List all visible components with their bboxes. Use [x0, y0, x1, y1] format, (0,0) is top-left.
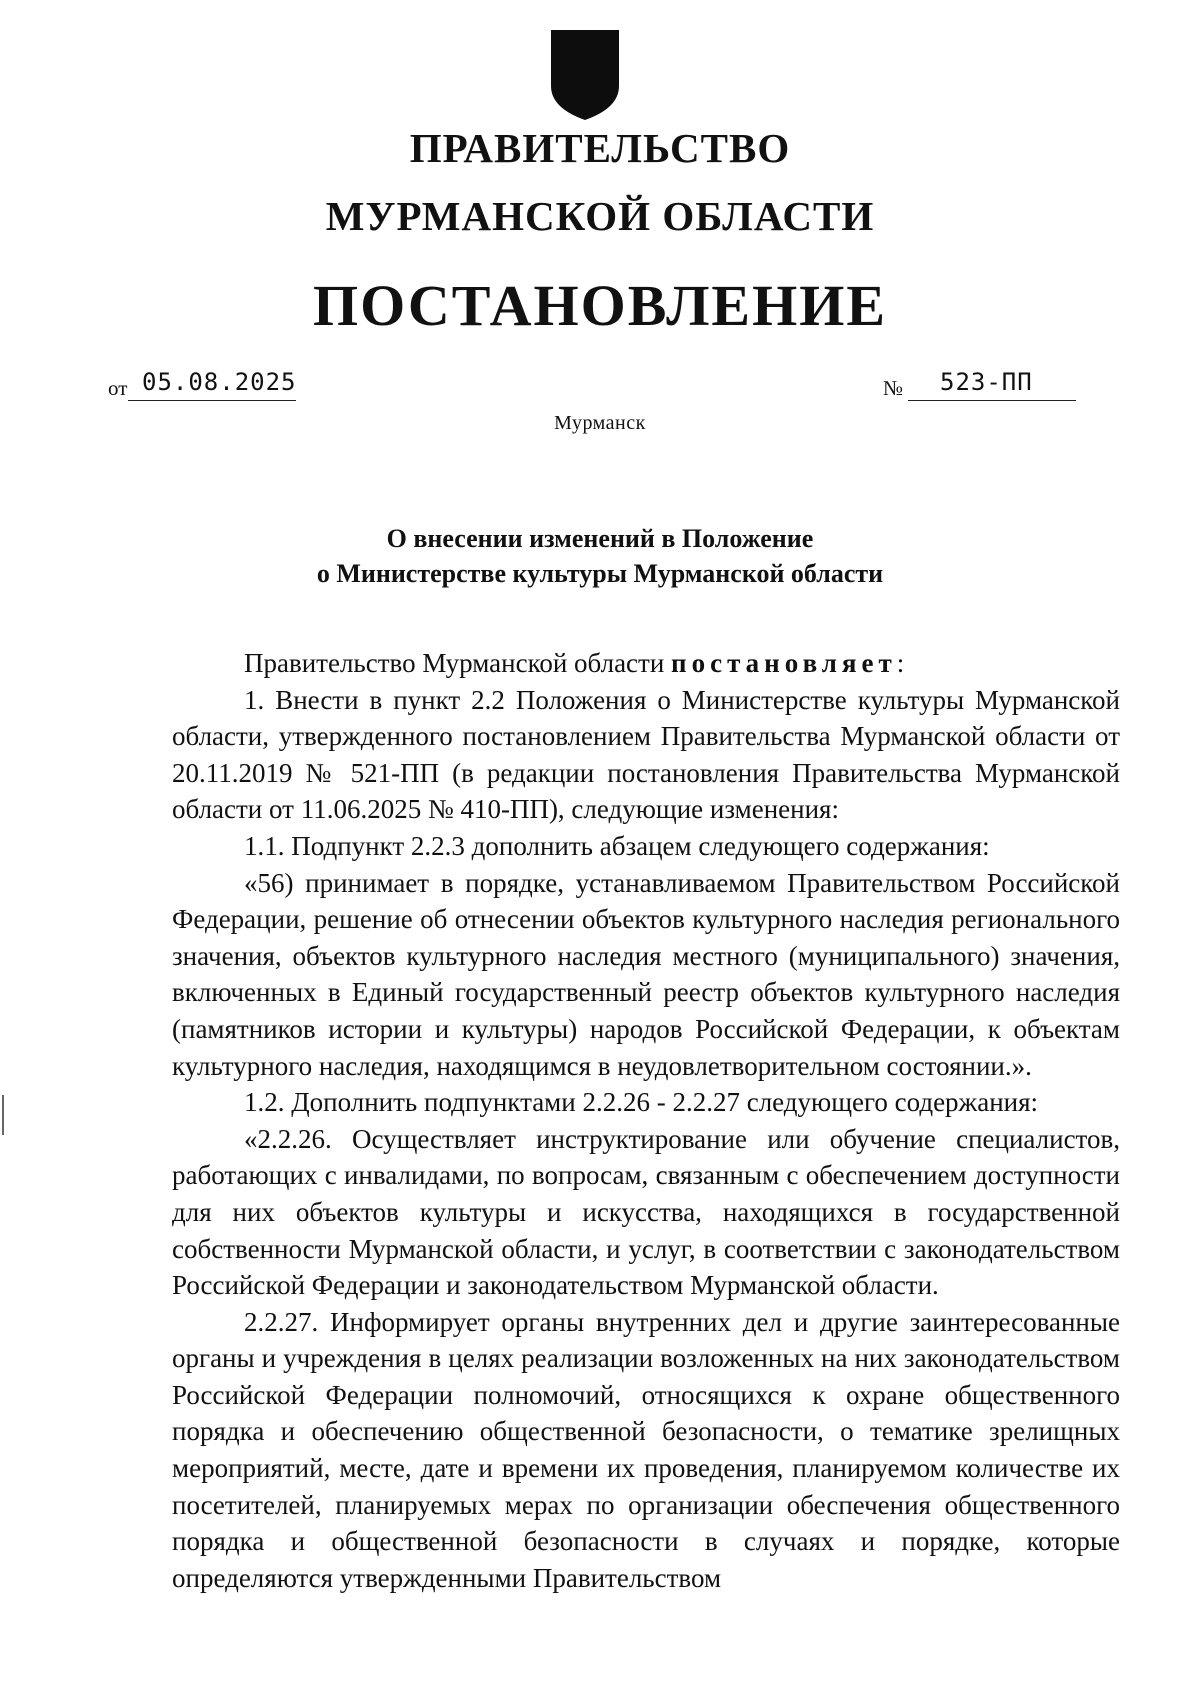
scan-margin-mark [2, 1095, 4, 1135]
intro-resolves: постановляет [671, 648, 897, 678]
date-label: от [108, 376, 128, 400]
subject-line2: о Министерстве культуры Мурманской области [316, 559, 884, 588]
document-date: 05.08.2025 [142, 368, 297, 396]
paragraph-1-1-text: «56) принимает в порядке, устанавливаемом Правительством Российской Федерации, решение об отнесении объектов культурного наследия регионального значения, объектов культурного наследия местного (муниципального) значения, включенных в Единый государственный реестр объектов культурного наследия (памятников истории и культуры) народов Российской Федерации, к объектам культурного наследия, находящимся в неудовлетворительном состоянии.». [172, 867, 1120, 1081]
document-type-title: ПОСТАНОВЛЕНИЕ [312, 273, 888, 338]
subject-line1: О внесении изменений в Положение [386, 524, 814, 553]
intro-suffix: : [896, 648, 905, 678]
paragraph-1-1: 1.1. Подпункт 2.2.3 дополнить абзацем следующего содержания: [244, 830, 990, 861]
paragraph-1: 1. Внести в пункт 2.2 Положения о Министерстве культуры Мурманской области, утвержденного постановлением Правительства Мурманской области от 20.11.2019 № 521-ПП (в редакции постановления Правительства Мурманской области от 11.06.2025 № 410-ПП), следующие изменения: [172, 684, 1120, 825]
paragraph-2-2-26: «2.2.26. Осуществляет инструктирование или обучение специалистов, работающих с инвалидами, по вопросам, связанным с обеспечением доступности для них объектов культуры и искусства, находящихся в государственной собственности Мурманской области, и услуг, в соответствии с законодательством Российской Федерации и законодательством Мурманской области. [172, 1123, 1120, 1301]
document-body [172, 645, 1120, 1596]
coat-of-arms-icon [545, 28, 625, 122]
document-number: 523-ПП [940, 368, 1033, 396]
paragraph-2-2-27: 2.2.27. Информирует органы внутренних дел и другие заинтересованные органы и учреждения в целях реализации возложенных на них законодательством Российской Федерации полномочий, относящихся к охране общественного порядка и обеспечению общественной безопасности, о тематике зрелищных мероприятий, месте, дате и времени их проведения, планируемом количестве их посетителей, планируемых мерах по организации обеспечения общественного порядка и общественной безопасности в случаях и порядке, которые определяются утвержденными Правительством [172, 1306, 1120, 1593]
government-title-line2: МУРМАНСКОЙ ОБЛАСТИ [325, 193, 875, 239]
intro-prefix: Правительство Мурманской области [244, 648, 672, 678]
number-label: № [883, 376, 904, 400]
city-name: Мурманск [554, 412, 646, 434]
government-title-line1: ПРАВИТЕЛЬСТВО [409, 125, 791, 171]
intro-paragraph [172, 645, 1120, 682]
paragraph-1-2: 1.2. Дополнить подпунктами 2.2.26 - 2.2.27 следующего содержания: [244, 1087, 1039, 1118]
